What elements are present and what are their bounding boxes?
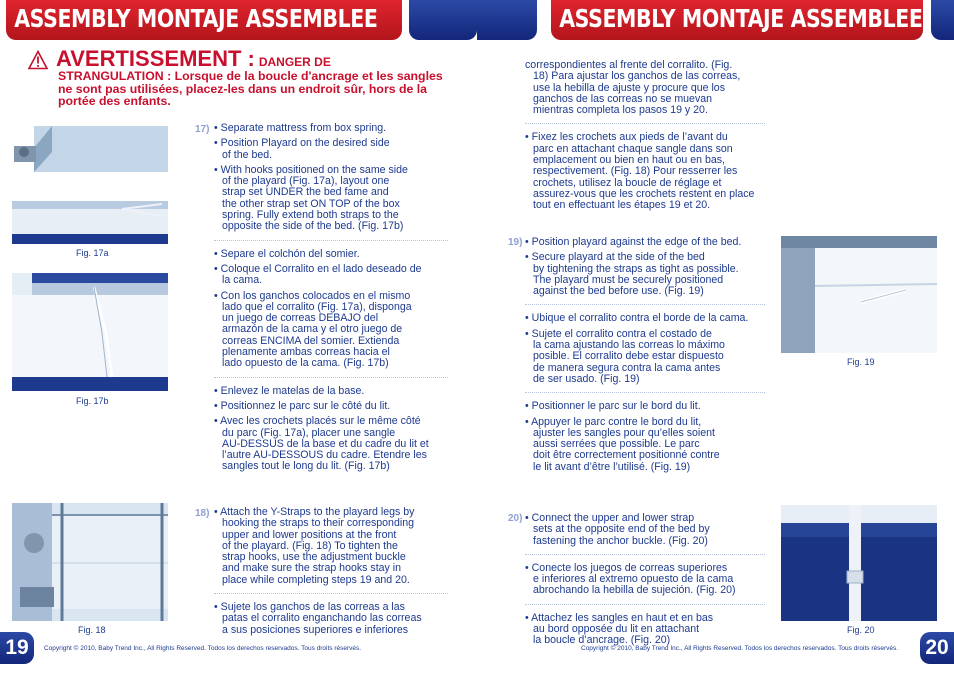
step-18-es-continued: correspondientes al frente del corralito. (Fig. 18) Para ajustar los ganchos de las correas, use la hebilla de ajuste y procure que los ganchos de las correas no se muevan mientras completa los pasos 19 y 20.	[525, 59, 741, 117]
divider	[214, 593, 448, 594]
divider	[525, 604, 765, 605]
step-20-fr-1: • Attachez les sangles en haut et en bas au bord opposée du lit en attachant la boucle d’ancrage. (Fig. 20)	[525, 611, 714, 647]
header-banner	[551, 0, 923, 40]
divider	[214, 377, 448, 378]
step-17-en-2: • Position Playard on the desired side of the bed.	[214, 137, 390, 161]
step-17-es-2: • Coloque el Corralito en el lado deseado de la cama.	[214, 262, 422, 287]
step-19-es-2: • Sujete el corralito contra el costado de la cama ajustando las correas lo máximo posible. El corralito debe estar dispuesto de manera segura contra la cama antes de ser usado. (Fig. 19)	[525, 327, 725, 385]
page-number: 20	[920, 632, 954, 664]
copyright: Copyright © 2010, Baby Trend Inc., All Rights Reserved. Todos los derechos reservados. Tous droits réservés.	[44, 645, 362, 652]
step-19-es-1: • Ubique el corralito contra el borde de la cama.	[525, 312, 749, 325]
step-17-es-1: • Separe el colchón del somier.	[214, 247, 360, 260]
page-right	[477, 0, 954, 677]
fig-18-image	[12, 503, 168, 621]
divider	[525, 123, 765, 124]
header-banner	[6, 0, 402, 40]
step-17-fr-1: • Enlevez le matelas de la base.	[214, 384, 365, 397]
step-17-fr-2: • Positionnez le parc sur le côté du lit.	[214, 399, 391, 412]
divider	[525, 392, 765, 393]
step-18-en-1: • Attach the Y-Straps to the playard legs by hooking the straps to their corresponding upper and lower positions at the front of the playard. (Fig. 18) To tighten the strap hooks, use the adjustment buckle and make sure the strap hooks stay in place while completing steps 19 and 20.	[214, 506, 415, 586]
step-18-continued	[525, 60, 765, 212]
step-19-fr-2: • Appuyer le parc contre le bord du lit, ajuster les sangles pour qu’elles soient aussi serrées que possible. Le parc doit être correctement positionné contre le lit avant d’être l’utilisé. (Fig. 19)	[525, 415, 720, 473]
step-17-en-3: • With hooks positioned on the same side of the playard (Fig. 17a), layout one strap set UNDER the bed fame and the other strap set ON TOP of the box spring. Fully extend both straps to the opposite the side of the bed. (Fig. 17b)	[214, 163, 408, 233]
step-19-text	[525, 237, 765, 473]
step-18-fr-1: • Fixez les crochets aux pieds de l’avant du parc en attachant chaque sangle dans son emplacement ou bien en haut ou en bas, respectivement. (Fig. 18) Pour resserrer les crochets, utilisez la boucle de réglage et assurez-vous que les crochets restent en place tout en effectuant les étapes 19 et 20.	[525, 131, 755, 212]
step-19-number: 19)	[508, 237, 523, 248]
page-number: 19	[0, 632, 34, 664]
step-20-en-1: • Connect the upper and lower strap sets at the opposite end of the bed by fastening the anchor buckle. (Fig. 20)	[525, 512, 710, 547]
header-blue-tab-left	[477, 0, 537, 40]
step-18-number: 18)	[195, 508, 210, 519]
step-17-text	[214, 123, 448, 473]
step-19-fr-1: • Positionner le parc sur le bord du lit.	[525, 400, 701, 413]
header-title: ASSEMBLY MONTAJE ASSEMBLEE	[559, 4, 923, 33]
warning-text: STRANGULATION : Lorsque de la boucle d'ancrage et les sangles ne sont pas utilisées, placez-les dans un endroit sûr, hors de la portée des enfants.	[58, 69, 443, 108]
header-title: ASSEMBLY MONTAJE ASSEMBLEE	[14, 4, 378, 33]
step-19-en-1: • Position playard against the edge of the bed.	[525, 236, 742, 248]
step-20-text	[525, 513, 765, 647]
divider	[525, 304, 765, 305]
warning-title: AVERTISSEMENT :	[56, 46, 255, 71]
fig-20-caption: Fig. 20	[847, 625, 875, 635]
step-17-es-3: • Con los ganchos colocados en el mismo lado que el corralito (Fig. 17a), disponga un juego de correas DEBAJO del armazón de la cama y el otro juego de correas ENCIMA del somier. Extienda plenamente ambas correas hacia el lado opuesto de la cama. (Fig. 17b)	[214, 289, 412, 370]
step-20-es-1: • Conecte los juegos de correas superiores e inferiores al extremo opuesto de la cama abrochando la hebilla de sujeción. (Fig. 20)	[525, 561, 736, 597]
step-20-number: 20)	[508, 513, 523, 524]
warning-triangle-icon	[28, 50, 48, 70]
step-18-text	[214, 507, 448, 636]
step-17-en-1: • Separate mattress from box spring.	[214, 122, 387, 134]
fig-19-image	[781, 236, 937, 353]
fig-17b-caption: Fig. 17b	[76, 396, 109, 406]
fig-17a-image	[12, 126, 168, 244]
divider	[214, 240, 448, 241]
header-blue-tab	[931, 0, 954, 40]
step-19-en-2: • Secure playard at the side of the bed by tightening the straps as tight as possible. The playard must be securely positioned against the bed before use. (Fig. 19)	[525, 251, 739, 298]
warning-subtitle: DANGER DE	[258, 55, 331, 69]
step-17-number: 17)	[195, 124, 210, 135]
fig-18-caption: Fig. 18	[78, 625, 106, 635]
step-17-fr-3: • Avec les crochets placés sur le même côté du parc (Fig. 17a), placer une sangle AU-DESSUS de la base et du cadre du lit et l’autre AU-DESSOUS du cadre. Etendre les sangles tout le long du lit. (Fig. 17b)	[214, 415, 429, 473]
fig-17b-image	[12, 273, 168, 391]
strangulation-warning	[28, 48, 448, 108]
fig-19-caption: Fig. 19	[847, 357, 875, 367]
fig-17a-caption: Fig. 17a	[76, 248, 109, 258]
header-blue-tab	[409, 0, 477, 40]
fig-20-image	[781, 505, 937, 621]
copyright: Copyright © 2010, Baby Trend Inc., All Rights Reserved. Todos los derechos reservados. Tous droits réservés.	[581, 645, 899, 652]
step-18-es-1: • Sujete los ganchos de las correas a las patas el corralito enganchando las correas a sus posiciones superiores e inferiores	[214, 601, 422, 636]
divider	[525, 554, 765, 555]
